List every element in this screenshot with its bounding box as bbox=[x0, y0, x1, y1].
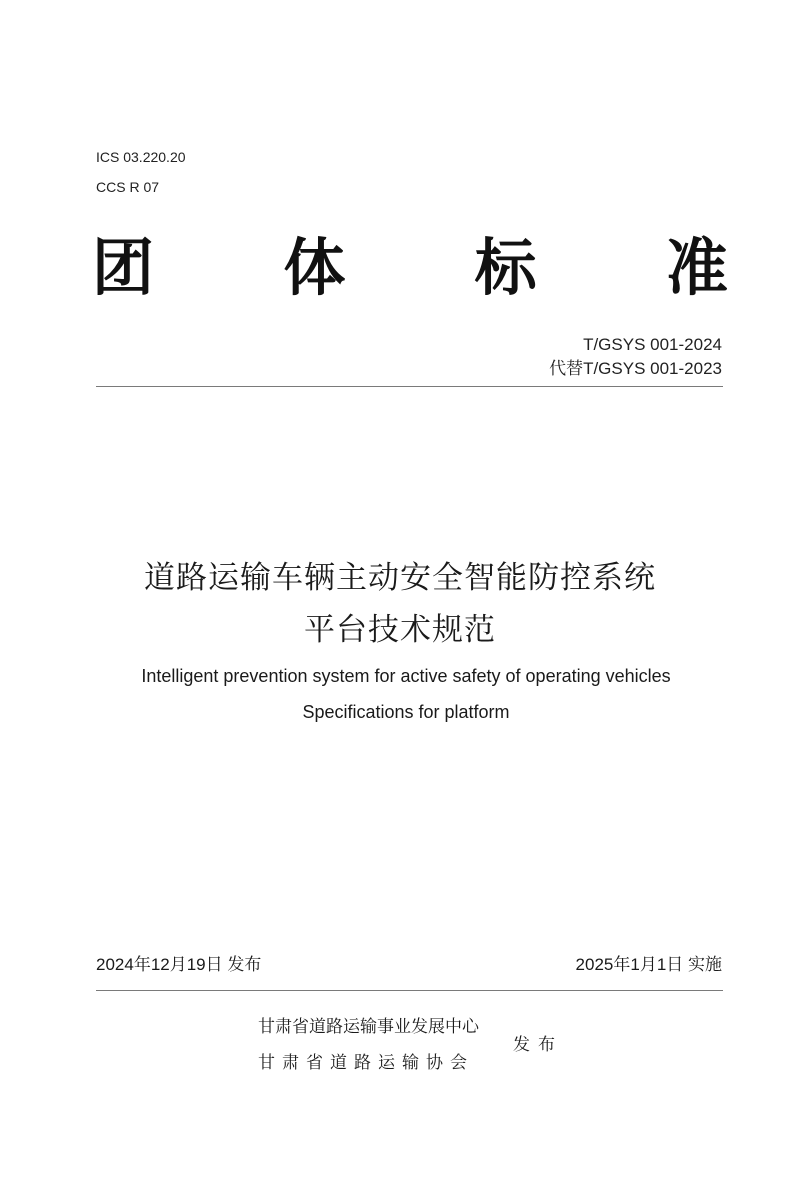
document-title-zh-line1: 道路运输车辆主动安全智能防控系统 bbox=[144, 560, 656, 596]
issuer-org-2: 甘肃省道路运输协会 bbox=[258, 1053, 474, 1072]
publish-label: 发布 bbox=[513, 1035, 563, 1054]
standard-type-char-2: 体 bbox=[283, 231, 346, 304]
standard-type-char-1: 团 bbox=[92, 231, 155, 304]
standard-type-char-3: 标 bbox=[474, 231, 537, 304]
ccs-code: CCS R 07 bbox=[96, 179, 160, 195]
issue-date: 2024年12月19日 发布 bbox=[96, 955, 262, 974]
issuer-org-1: 甘肃省道路运输事业发展中心 bbox=[258, 1017, 479, 1036]
footer-divider bbox=[96, 990, 723, 991]
ics-code: ICS 03.220.20 bbox=[96, 149, 186, 165]
standard-number: T/GSYS 001-2024 bbox=[583, 335, 722, 354]
document-title-zh-line2: 平台技术规范 bbox=[304, 612, 496, 648]
standard-type-char-4: 准 bbox=[665, 231, 728, 304]
standard-type-heading bbox=[92, 228, 728, 308]
document-title-en-line1: Intelligent prevention system for active safety of operating vehicles bbox=[141, 666, 671, 686]
replaced-standard-number: 代替T/GSYS 001-2023 bbox=[549, 359, 722, 378]
implementation-date: 2025年1月1日 实施 bbox=[575, 955, 722, 974]
header-divider bbox=[96, 386, 723, 387]
document-title-en-line2: Specifications for platform bbox=[302, 702, 510, 722]
